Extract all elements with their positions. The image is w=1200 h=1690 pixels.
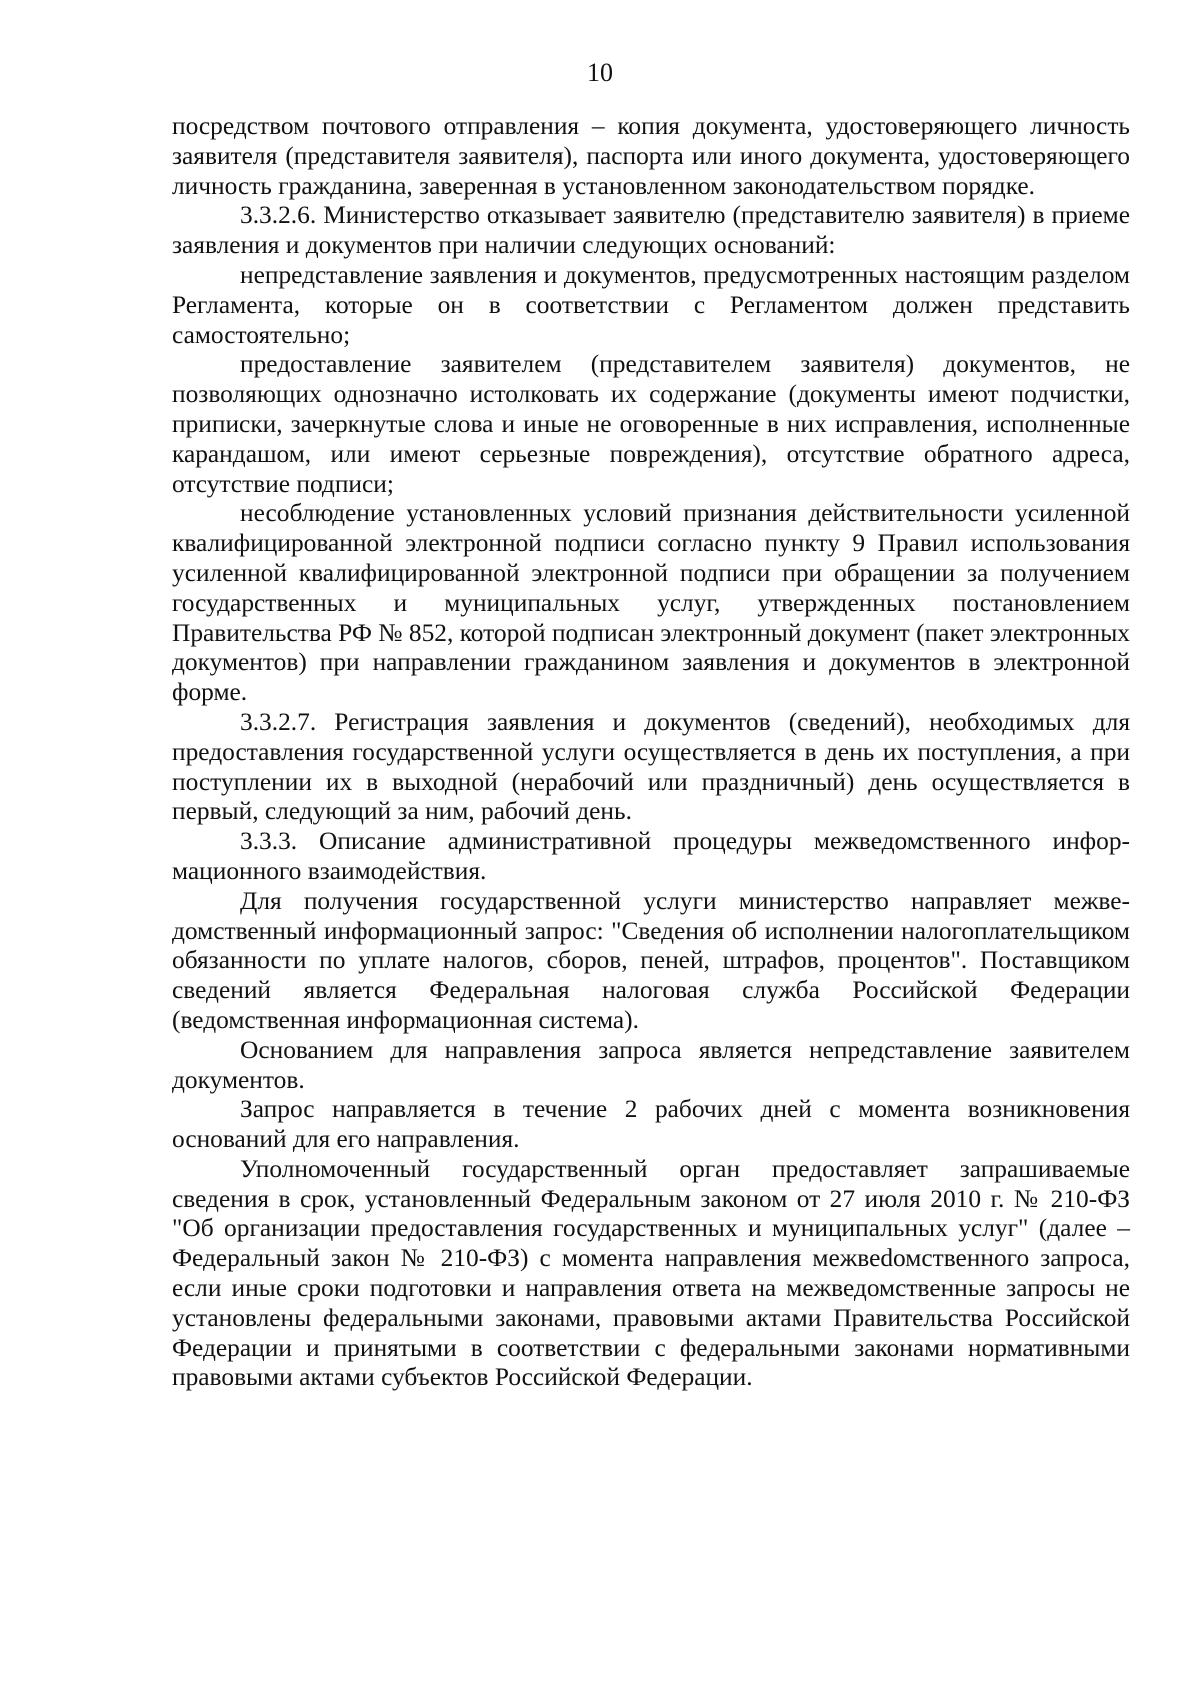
paragraph-3-3-2-7-registration: 3.3.2.7. Регистрация заявления и документов (сведений), необходимых для предоставления государственной услуги осуществляется в день их поступления, а при поступлении их в выходной (нерабочий или праздничный) день осуществляется в первый, следующий за ним, рабочий день. — [172, 707, 1130, 826]
page-number: 10 — [587, 58, 613, 87]
paragraph-request-basis: Основанием для направления запроса является непредставление заявителем документов. — [172, 1035, 1130, 1094]
paragraph-3-3-2-6-refusal-grounds: 3.3.2.6. Министерство отказывает заявителю (представителю заявителя) в приеме заявления и документов при наличии следующих оснований: — [172, 201, 1130, 260]
paragraph-nonsubmission: непредставление заявления и документов, предусмотренных настоящим разделом Регламента, которые он в соответствии с Регламентом должен представить самостоятельно; — [172, 260, 1130, 349]
document-body — [172, 112, 1130, 1393]
paragraph-response-term: Уполномоченный государственный орган предоставляет запрашиваемые сведения в срок, установленный Федеральным законом от 27 июля 2010 г. № 210-ФЗ "Об организации предоставления государственных и муниципальных услуг" (далее – Федеральный закон № 210-ФЗ) с момента направления межвеdомственного запроса, если иные сроки подготовки и направления ответа на межведомственные запросы не установлены федеральными законами, правовыми актами Правительства Российской Федерации и принятыми в соответствии с федеральными законами нормативными правовыми актами субъектов Российской Федерации. — [172, 1154, 1130, 1392]
paragraph-interagency-request: Для получения государственной услуги министерство направляет межведомственный информационный запрос: "Сведения об исполнении налогоплательщиком обязанности по уплате налогов, сборов, пеней, штрафов, процентов". Поставщиком сведений является Федеральная налоговая служба Российской Федерации (ведомственная информационная система). — [172, 886, 1130, 1034]
paragraph-electronic-signature: несоблюдение установленных условий признания действительности усиленной квалифицированной электронной подписи согласно пункту 9 Правил использования усиленной квалифицированной электронной подписи при обращении за получением государственных и муниципальных услуг, утвержденных постановлением Правительства РФ № 852, которой подписан электронный документ (пакет электронных документов) при направлении гражданином заявления и документов в электронной форме. — [172, 499, 1130, 707]
paragraph-ambiguous-documents: предоставление заявителем (представителем заявителя) документов, не позволяющих однозначно истолковать их содержание (документы имеют подчистки, приписки, зачеркнутые слова и иные не оговоренные в них исправления, исполненные карандашом, или имеют серьезные повреждения), отсутствие обратного адреса, отсутствие подписи; — [172, 350, 1130, 498]
paragraph-continuation-postal-copy: посредством почтового отправления – копия документа, удостоверяющего личность заявителя (представителя заявителя), паспорта или иного документа, удостоверяющего личность гражданина, заверенная в установленном законодательством порядке. — [172, 112, 1130, 200]
paragraph-3-3-3-interagency: 3.3.3. Описание административной процедуры межведомственного информационного взаимодействия. — [172, 827, 1130, 885]
paragraph-request-deadline: Запрос направляется в течение 2 рабочих дней с момента возникновения оснований для его направления. — [172, 1095, 1130, 1154]
